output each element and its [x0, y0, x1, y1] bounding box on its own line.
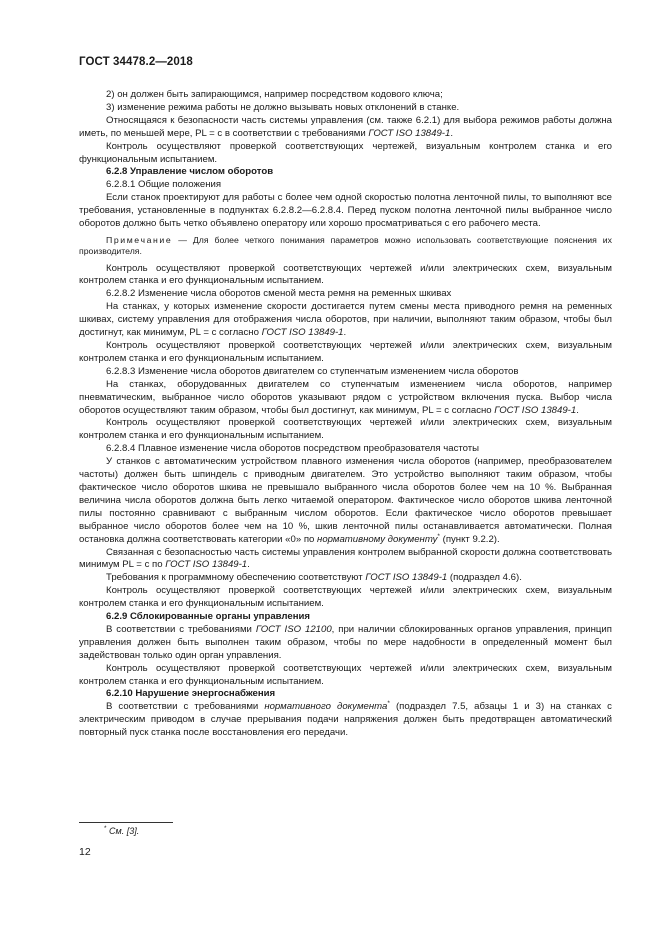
paragraph: Контроль осуществляют проверкой соответствующих чертежей и/или электрических схем, визуальным контролем станка и его функциональным испытанием.	[79, 262, 612, 287]
paragraph: В соответствии с требованиями ГОСТ ISO 12100, при наличии сблокированных органов управления, принцип управления должен быть выполнен таким образом, чтобы по мере надобности в определенный момент был задействован только один орган управления.	[79, 623, 612, 661]
paragraph: Контроль осуществляют проверкой соответствующих чертежей и/или электрических схем, визуальным контролем станка и его функциональным испытанием.	[79, 417, 612, 442]
paragraph: Контроль осуществляют проверкой соответствующих чертежей, визуальным контролем станка и его функциональным испытанием.	[79, 140, 612, 165]
note-label: Примечание	[106, 234, 173, 245]
section-heading: 6.2.8 Управление числом оборотов	[106, 166, 274, 178]
paragraph: 2) он должен быть запирающимся, например посредством кодового ключа;	[106, 89, 443, 100]
standard-reference: ГОСТ ISO 12100	[255, 623, 332, 635]
footnote-marker: *	[104, 825, 107, 832]
section-heading: 6.2.10 Нарушение энергоснабжения	[106, 688, 276, 700]
document-header: ГОСТ 34478.2—2018	[79, 56, 193, 68]
paragraph: Связанная с безопасностью часть системы управления контролем выбранной скорости должна соответствовать минимум PL = с по ГОСТ ISO 13849-1.	[79, 546, 612, 571]
standard-reference: ГОСТ ISO 13849-1	[165, 559, 248, 571]
paragraph: Относящаяся к безопасности часть системы управления (см. также 6.2.1) для выбора режимов работы должна иметь, по меньшей мере, PL = с в соответствии с требованиями ГОСТ ISO 13849-1.	[79, 114, 612, 139]
footnote: * См. [3].	[104, 825, 140, 836]
standard-reference: ГОСТ ISO 13849-1	[494, 404, 577, 416]
paragraph: В соответствии с требованиями нормативного документа* (подраздел 7.5, абзацы 1 и 3) на станках с электрическим приводом в случае прерывания подачи напряжения должен быть предотвращен автоматический повторный пуск станка после восстановления его передачи.	[79, 700, 612, 739]
paragraph: У станков с автоматическим устройством плавного изменения числа оборотов (например, преобразователем частоты) должен быть шпиндель с приводным двигателем. Это устройство выполняют таким образом, чтобы фактическое число оборотов шкива не превышало выбранного числа оборотов более чем на 10 %. Выбранная величина числа оборотов должна быть легко читаемой оператором. Фактическое число оборотов шкива ленточной пилы постоянно сравнивают с выбранным числом оборотов. Если фактическое число оборотов превышает выбранное число оборотов более чем на 10 %, шкив ленточной пилы останавливается автоматически. Полная остановка должна соответствовать категории «0» по нормативному документу* (пункт 9.2.2).	[79, 456, 612, 545]
subsection-heading: 6.2.8.3 Изменение числа оборотов двигателем со ступенчатым изменением числа оборотов	[106, 365, 519, 377]
subsection-heading: 6.2.8.1 Общие положения	[106, 179, 222, 191]
standard-reference: ГОСТ ISO 13849-1	[365, 572, 448, 584]
subsection-heading: 6.2.8.4 Плавное изменение числа оборотов посредством преобразователя частоты	[106, 443, 480, 455]
footnote-marker: *	[387, 700, 390, 708]
paragraph: Контроль осуществляют проверкой соответствующих чертежей и/или электрических схем, визуальным контролем станка и его функциональным испытанием.	[79, 340, 612, 364]
paragraph: Контроль осуществляют проверкой соответствующих чертежей и/или электрических схем, визуальным контролем станка и его функциональным испытанием.	[79, 662, 612, 687]
footnote-marker: *	[437, 532, 440, 540]
paragraph: Если станок проектируют для работы с более чем одной скоростью полотна ленточной пилы, то выполняют все требования, установленные в подпунктах 6.2.8.2—6.2.8.4. Перед пуском полотна ленточной пилы выбранное число оборотов должно быть четко объявлено оператору или хорошо просматриваться с его рабочего места.	[79, 192, 612, 230]
footnote-divider	[79, 822, 173, 823]
subsection-heading: 6.2.8.2 Изменение числа оборотов сменой места ремня на ременных шкивах	[106, 288, 452, 300]
normative-reference: нормативного документа	[264, 701, 388, 713]
paragraph: На станках, оборудованных двигателем со ступенчатым изменением числа оборотов, например пневматическим, выбранное число оборотов указывают рядом с устройством включения пуска. Выбор числа оборотов осуществляют таким образом, чтобы был достигнут, как минимум, PL = с согласно ГОСТ ISO 13849-1.	[79, 378, 612, 416]
page-number: 12	[79, 846, 91, 858]
paragraph: 3) изменение режима работы не должно вызывать новых отклонений в станке.	[106, 101, 460, 113]
standard-reference: ГОСТ ISO 13849-1	[368, 127, 451, 139]
normative-reference: нормативному документу	[317, 533, 438, 545]
standard-reference: ГОСТ ISO 13849-1	[261, 327, 344, 339]
note: Примечание — Для более четкого понимания параметров можно использовать соответствующие пояснения их производителя.	[79, 234, 612, 257]
paragraph: Требования к программному обеспечению соответствуют ГОСТ ISO 13849-1 (подраздел 4.6).	[106, 572, 522, 584]
paragraph: Контроль осуществляют проверкой соответствующих чертежей и/или электрических схем, визуальным контролем станка и его функциональным испытанием.	[79, 585, 612, 610]
document-body	[79, 89, 612, 740]
section-heading: 6.2.9 Сблокированные органы управления	[106, 611, 311, 623]
paragraph: На станках, у которых изменение скорости достигается путем смены места приводного ремня на ременных шкивах, систему управления для отображения числа оборотов, при наличии, выполняют таким образом, чтобы был достигнут, как минимум, PL = с согласно ГОСТ ISO 13849-1.	[79, 301, 612, 339]
